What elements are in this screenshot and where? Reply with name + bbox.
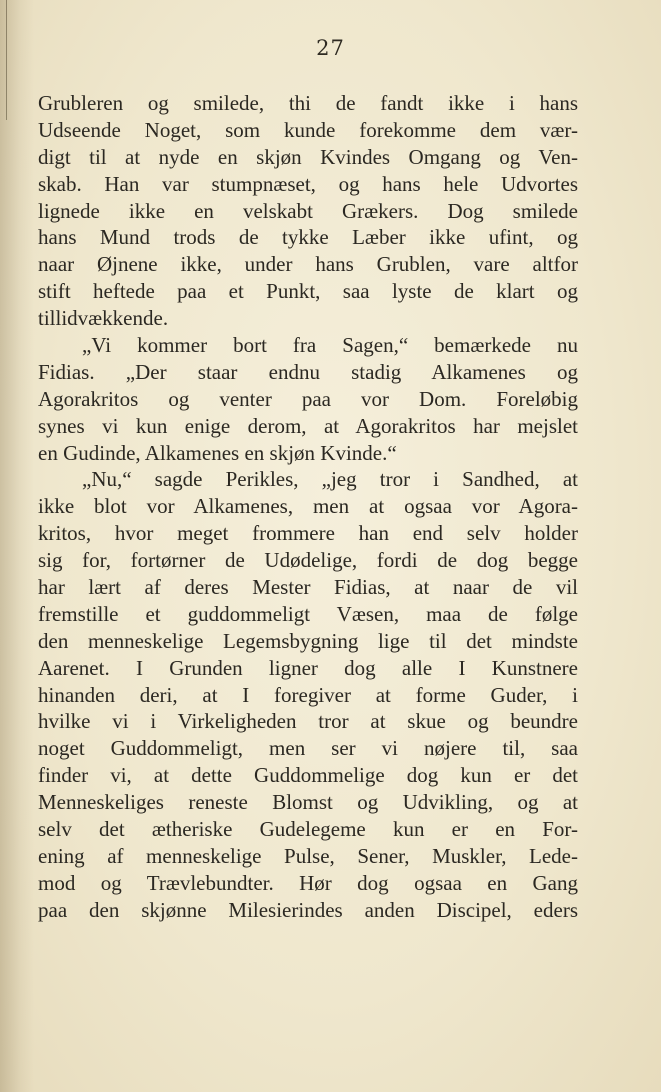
text-line: Aarenet. I Grunden ligner dog alle I Kunstnere bbox=[38, 655, 578, 680]
text-line: skab. Han var stumpnæset, og hans hele Udvortes bbox=[38, 171, 578, 196]
text-line: paa den skjønne Milesierindes anden Discipel, eders bbox=[38, 897, 578, 922]
text-line: kritos, hvor meget frommere han end selv holder bbox=[38, 521, 578, 546]
text-line: Menneskeliges reneste Blomst og Udvikling, og at bbox=[38, 790, 578, 815]
page-number: 27 bbox=[316, 36, 345, 60]
text-line: hinanden deri, at I foregiver at forme Guder, i bbox=[38, 682, 578, 707]
text-line: synes vi kun enige derom, at Agorakritos har mejslet bbox=[38, 413, 578, 438]
text-line: hans Mund trods de tykke Læber ikke ufint, og bbox=[38, 225, 578, 250]
text-line: digt til at nyde en skjøn Kvindes Omgang og Ven- bbox=[38, 144, 578, 169]
text-line: ikke blot vor Alkamenes, men at ogsaa vor Agora- bbox=[38, 494, 578, 519]
text-line: finder vi, at dette Guddommelige dog kun er det bbox=[38, 763, 578, 788]
text-line: fremstille et guddommeligt Væsen, maa de følge bbox=[38, 601, 578, 626]
text-line: Grubleren og smilede, thi de fandt ikke i hans bbox=[38, 91, 578, 115]
text-line: selv det ætheriske Gudelegeme kun er en For- bbox=[38, 817, 578, 842]
text-line: mod og Trævlebundter. Hør dog ogsaa en Gang bbox=[38, 870, 578, 895]
text-line: hvilke vi i Virkeligheden tror at skue og beundre bbox=[38, 709, 578, 734]
body-text bbox=[38, 90, 578, 924]
text-line: noget Guddommeligt, men ser vi nøjere til, saa bbox=[38, 736, 578, 761]
text-line: lignede ikke en velskabt Grækers. Dog smilede bbox=[38, 198, 578, 223]
text-line: naar Øjnene ikke, under hans Grublen, vare altfor bbox=[38, 252, 578, 277]
text-line: tillidvækkende. bbox=[38, 306, 169, 331]
text-line: har lært af deres Mester Fidias, at naar de vil bbox=[38, 575, 578, 600]
binding-shadow bbox=[0, 0, 34, 1092]
text-line: „Nu,“ sagde Perikles, „jeg tror i Sandhed, at bbox=[82, 467, 578, 492]
text-line: en Gudinde, Alkamenes en skjøn Kvinde.“ bbox=[38, 440, 397, 465]
text-line: den menneskelige Legemsbygning lige til det mindste bbox=[38, 628, 578, 653]
text-line: ening af menneskelige Pulse, Sener, Muskler, Lede- bbox=[38, 843, 578, 868]
text-line: „Vi kommer bort fra Sagen,“ bemærkede nu bbox=[82, 333, 578, 358]
text-line: stift heftede paa et Punkt, saa lyste de klart og bbox=[38, 279, 578, 304]
text-line: Fidias. „Der staar endnu stadig Alkamenes og bbox=[38, 359, 578, 384]
text-line: Udseende Noget, som kunde forekomme dem vær- bbox=[38, 117, 578, 142]
binding-edge bbox=[6, 0, 7, 120]
text-line: sig for, fortørner de Udødelige, fordi de dog begge bbox=[38, 548, 578, 573]
text-line: Agorakritos og venter paa vor Dom. Foreløbig bbox=[38, 386, 578, 411]
